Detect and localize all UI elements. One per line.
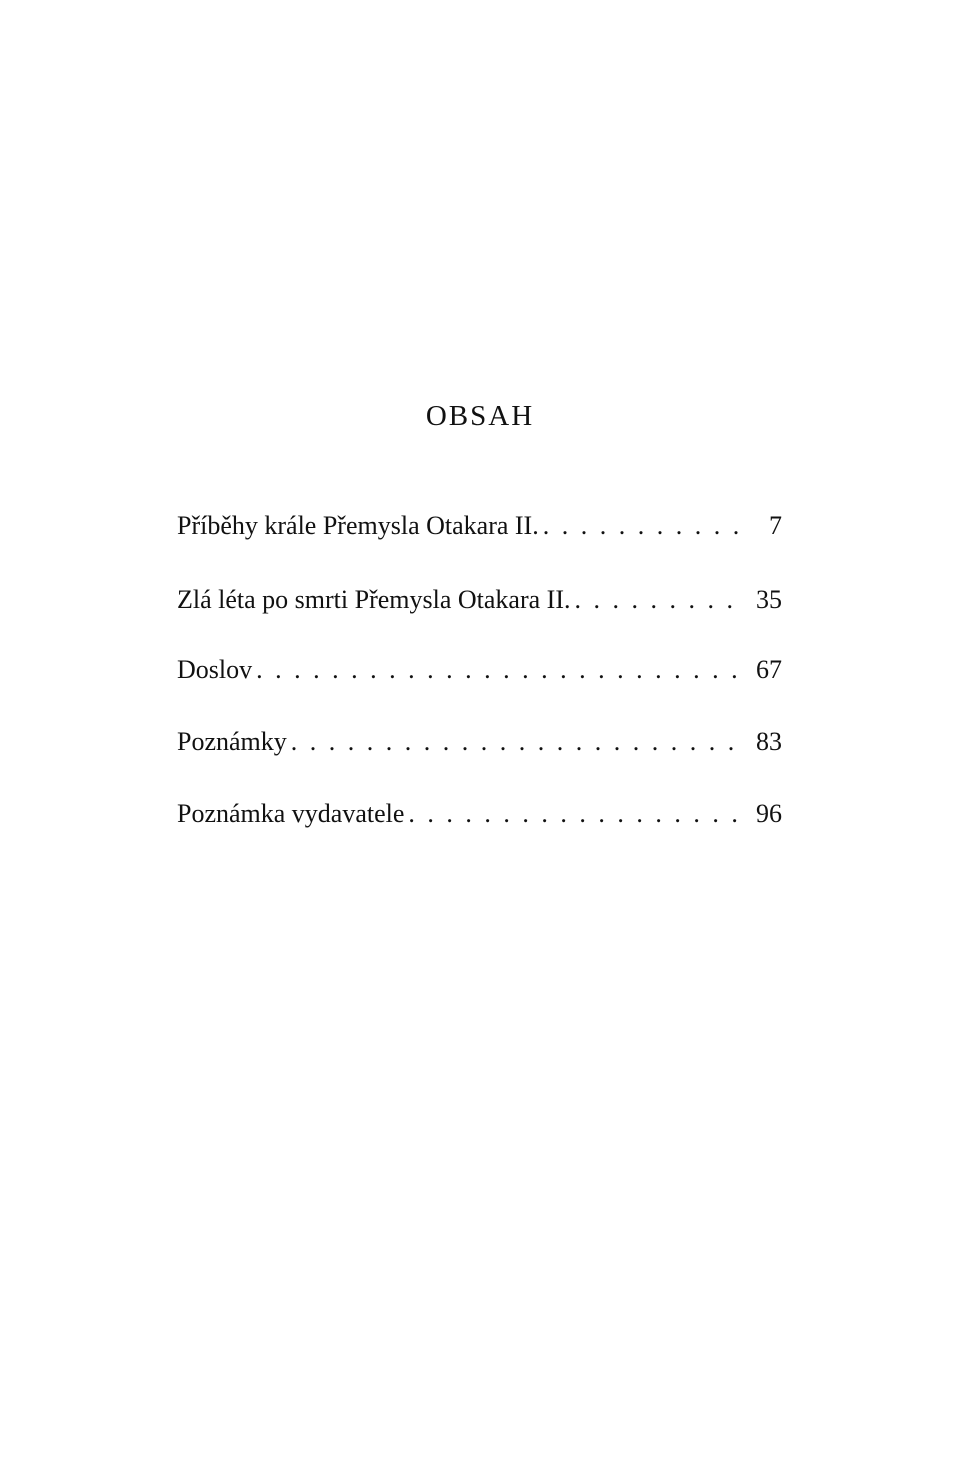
toc-leader-dots	[539, 506, 746, 546]
toc-entry-page: 35	[756, 585, 782, 614]
toc-entry	[177, 794, 782, 834]
page-title: OBSAH	[425, 400, 535, 432]
toc-entry	[177, 722, 782, 762]
toc-leader-dots	[287, 722, 746, 762]
toc-leader-dots	[404, 794, 746, 834]
toc-entry-page: 67	[756, 655, 782, 684]
toc-leader-dots	[252, 650, 746, 690]
toc-entry-title: Doslov	[177, 655, 253, 684]
toc-entry	[177, 506, 782, 546]
toc-entry-title: Příběhy krále Přemysla Otakara II.	[177, 511, 539, 540]
toc-entry	[177, 580, 782, 620]
toc-entry-page: 83	[756, 727, 782, 756]
toc-entry-page: 96	[756, 799, 782, 828]
toc-entry-title: Zlá léta po smrti Přemysla Otakara II.	[177, 585, 571, 614]
toc-entry-page: 7	[769, 511, 782, 540]
toc-entry-title: Poznámka vydavatele	[177, 799, 405, 828]
toc-leader-dots	[570, 580, 746, 620]
toc-entry	[177, 650, 782, 690]
toc-entry-title: Poznámky	[177, 727, 287, 756]
